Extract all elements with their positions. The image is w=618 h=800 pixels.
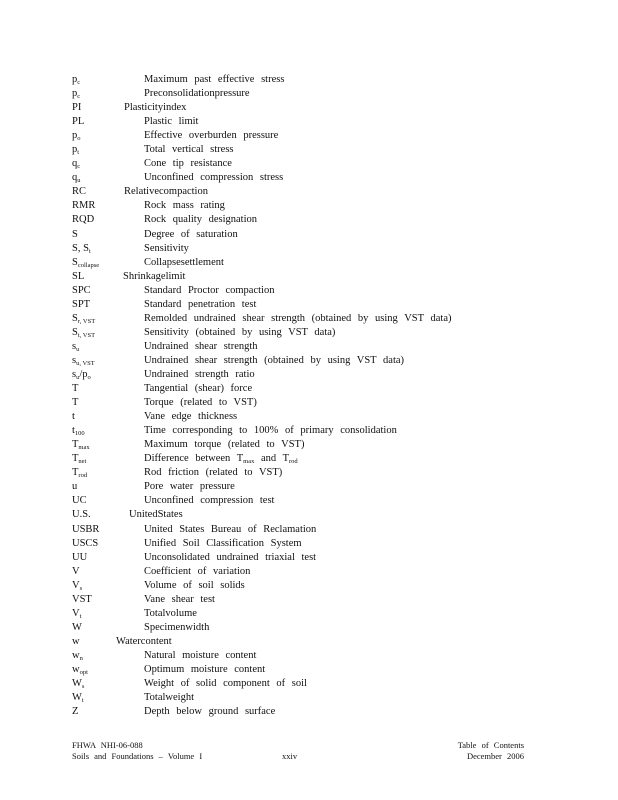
footer-section: Table of Contents — [457, 740, 524, 750]
symbol: $s_u/p_o$ — [72, 368, 91, 381]
definition: Relativecompaction — [124, 186, 208, 198]
definition: Maximum torque (related to VST) — [144, 439, 305, 451]
symbol: $p_o$ — [72, 130, 81, 143]
definition: Totalweight — [144, 692, 195, 704]
symbol: Z — [72, 706, 79, 718]
symbol: $S_{collapse}$ — [72, 256, 100, 269]
symbol: SL — [72, 270, 85, 282]
definition: Standard Proctor compaction — [144, 284, 275, 296]
definition: Collapsesettlement — [144, 256, 224, 268]
symbol: U.S. — [72, 509, 91, 521]
list-item — [72, 480, 592, 494]
symbol: w — [72, 635, 80, 647]
definition: Undrained shear strength — [144, 340, 258, 352]
list-item — [72, 649, 592, 663]
definition: Shrinkagelimit — [123, 270, 186, 282]
symbol: UU — [72, 551, 88, 563]
symbol: $p_t$ — [72, 144, 80, 157]
definition: Plasticityindex — [124, 102, 187, 114]
list-item — [72, 537, 592, 551]
symbol: $V_t$ — [72, 607, 82, 620]
symbol: $V_s$ — [72, 579, 83, 592]
list-item — [72, 508, 592, 522]
list-item — [72, 228, 592, 242]
list-item — [72, 143, 592, 157]
list-item — [72, 663, 592, 677]
list-item — [72, 284, 592, 298]
footer-date: December 2006 — [466, 751, 524, 761]
symbol: $T_{rod}$ — [72, 467, 88, 480]
list-item — [72, 607, 592, 621]
definition: Specimenwidth — [144, 621, 210, 633]
definition: UnitedStates — [129, 509, 183, 521]
list-item — [72, 410, 592, 424]
symbol: $t_{100}$ — [72, 425, 85, 438]
symbol: SPT — [72, 298, 91, 310]
symbol: $T_{net}$ — [72, 453, 87, 466]
symbol: t — [72, 411, 75, 423]
symbol: RQD — [72, 214, 95, 226]
definition: Watercontent — [116, 635, 172, 647]
list-item — [72, 523, 592, 537]
symbol: VST — [72, 593, 92, 605]
symbol: T — [72, 383, 79, 395]
symbol: $W_t$ — [72, 692, 84, 705]
definition: Rock mass rating — [144, 200, 225, 212]
definition: Undrained strength ratio — [144, 368, 255, 380]
symbol: u — [72, 481, 78, 493]
list-item — [72, 452, 592, 466]
definition: Standard penetration test — [144, 298, 257, 310]
symbol: $q_u$ — [72, 172, 81, 185]
definition: Depth below ground surface — [144, 706, 276, 718]
definition: Unified Soil Classification System — [144, 537, 302, 549]
symbol: USCS — [72, 537, 99, 549]
list-item — [72, 242, 592, 256]
footer-title: Soils and Foundations – Volume I — [72, 751, 203, 761]
symbol: USBR — [72, 523, 100, 535]
list-item — [72, 691, 592, 705]
symbol: $w_{opt}$ — [72, 663, 88, 676]
list-item — [72, 565, 592, 579]
list-item — [72, 368, 592, 382]
list-item — [72, 438, 592, 452]
definition: Cone tip resistance — [144, 158, 232, 170]
list-item — [72, 157, 592, 171]
symbol: $s_u$ — [72, 340, 80, 353]
definition: Vane shear test — [144, 593, 215, 605]
definition: Volume of soil solids — [144, 579, 245, 591]
list-item — [72, 326, 592, 340]
symbol: S, $S_t$ — [72, 242, 91, 255]
definition: Preconsolidationpressure — [144, 88, 250, 100]
list-item — [72, 213, 592, 227]
list-item — [72, 199, 592, 213]
definition: Tangential (shear) force — [144, 383, 253, 395]
list-item — [72, 312, 592, 326]
symbol: V — [72, 565, 80, 577]
symbol-list — [72, 73, 592, 719]
definition: Torque (related to VST) — [144, 397, 257, 409]
symbol: $T_{max}$ — [72, 439, 90, 452]
list-item — [72, 73, 592, 87]
definition: Weight of solid component of soil — [144, 678, 307, 690]
list-item — [72, 635, 592, 649]
symbol: T — [72, 397, 79, 409]
list-item — [72, 298, 592, 312]
symbol: $S_{r, VST}$ — [72, 312, 96, 325]
definition: Totalvolume — [144, 607, 197, 619]
footer-doc-id: FHWA NHI-06-088 — [72, 740, 143, 750]
list-item — [72, 705, 592, 719]
list-item — [72, 115, 592, 129]
list-item — [72, 270, 592, 284]
list-item — [72, 677, 592, 691]
symbol: $p_c$ — [72, 88, 81, 101]
list-item — [72, 579, 592, 593]
symbol: $w_n$ — [72, 649, 83, 662]
definition: Vane edge thickness — [144, 411, 238, 423]
symbol: $S_{t, VST}$ — [72, 326, 96, 339]
definition: Natural moisture content — [144, 649, 257, 661]
definition: Maximum past effective stress — [144, 74, 285, 85]
symbol: $s_{u, VST}$ — [72, 354, 95, 367]
symbol: $W_s$ — [72, 678, 85, 691]
symbol: SPC — [72, 284, 91, 296]
definition: Sensitivity — [144, 242, 189, 254]
definition: Rock quality designation — [144, 214, 257, 226]
footer-page-number: xxiv — [282, 751, 298, 761]
list-item — [72, 171, 592, 185]
list-item — [72, 551, 592, 565]
list-item — [72, 87, 592, 101]
definition: Optimum moisture content — [144, 663, 266, 675]
definition: Time corresponding to 100% of primary consolidation — [144, 425, 397, 437]
definition: Difference between $T_{max}$ and $T_{rod}$ — [144, 453, 298, 466]
list-item — [72, 621, 592, 635]
list-item — [72, 593, 592, 607]
list-item — [72, 340, 592, 354]
definition: Remolded undrained shear strength (obtained by using VST data) — [144, 312, 452, 324]
symbol: PI — [72, 102, 82, 114]
definition: Pore water pressure — [144, 481, 235, 493]
list-item — [72, 424, 592, 438]
definition: Coefficient of variation — [144, 565, 251, 577]
symbol: $p_c$ — [72, 74, 81, 86]
list-item — [72, 396, 592, 410]
symbol: $q_c$ — [72, 158, 81, 171]
symbol: W — [72, 621, 82, 633]
list-item — [72, 101, 592, 115]
list-item — [72, 129, 592, 143]
definition: Total vertical stress — [144, 144, 234, 156]
definition: Plastic limit — [144, 116, 199, 128]
definition: Rod friction (related to VST) — [144, 467, 283, 479]
definition: United States Bureau of Reclamation — [144, 523, 317, 535]
list-item — [72, 494, 592, 508]
definition: Effective overburden pressure — [144, 130, 279, 142]
symbol: RC — [72, 186, 87, 198]
definition: Degree of saturation — [144, 228, 238, 240]
list-item — [72, 185, 592, 199]
symbol: UC — [72, 495, 87, 507]
page-footer — [72, 740, 524, 762]
symbol: PL — [72, 116, 85, 128]
definition: Unconsolidated undrained triaxial test — [144, 551, 317, 563]
definition: Unconfined compression test — [144, 495, 275, 507]
definition: Undrained shear strength (obtained by using VST data) — [144, 354, 405, 366]
definition: Sensitivity (obtained by using VST data) — [144, 326, 336, 338]
symbol: RMR — [72, 200, 96, 212]
symbol: S — [72, 228, 78, 240]
list-item — [72, 382, 592, 396]
list-item — [72, 466, 592, 480]
list-item — [72, 354, 592, 368]
definition: Unconfined compression stress — [144, 172, 284, 184]
list-item — [72, 256, 592, 270]
